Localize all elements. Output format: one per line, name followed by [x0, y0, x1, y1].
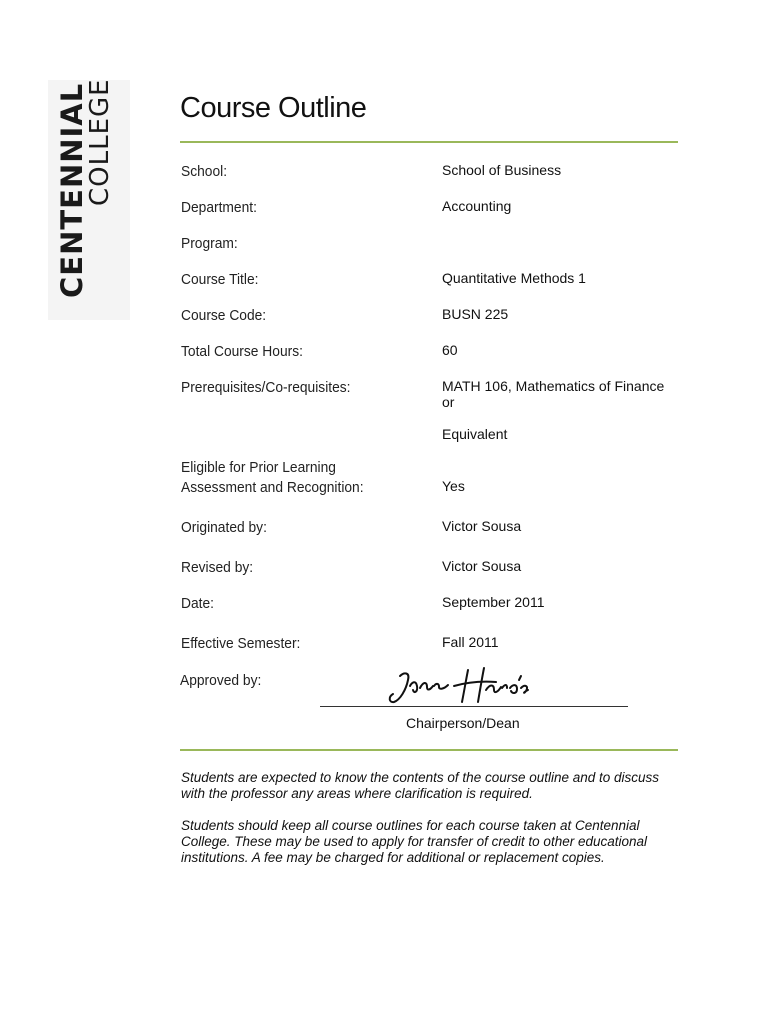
prerequisites-value-line3: Equivalent — [442, 426, 508, 442]
note-keep-outlines: Students should keep all course outlines for each course taken at Centennial College. These may be used to apply for transfer of credit to other educational institutions. A fee may be charged for additional or replacement copies. — [181, 818, 648, 865]
course-title-value: Quantitative Methods 1 — [442, 270, 586, 286]
originated-by-label: Originated by: — [181, 519, 267, 536]
handwritten-signature — [386, 664, 536, 712]
bottom-divider — [180, 749, 678, 751]
date-label: Date: — [181, 595, 214, 612]
logo-line-centennial: CENTENNIAL — [55, 82, 89, 298]
prerequisites-label: Prerequisites/Co-requisites: — [181, 379, 351, 396]
signature-caption: Chairperson/Dean — [406, 715, 520, 731]
revised-by-value: Victor Sousa — [442, 558, 522, 574]
revised-by-label: Revised by: — [181, 559, 254, 576]
course-code-label: Course Code: — [181, 307, 267, 324]
effective-semester-value: Fall 2011 — [442, 634, 499, 650]
course-title-label: Course Title: — [181, 271, 259, 288]
effective-semester-label: Effective Semester: — [181, 635, 301, 652]
school-label: School: — [181, 163, 228, 180]
plar-label-line2: Assessment and Recognition: — [181, 479, 364, 496]
top-divider — [180, 141, 678, 143]
department-value: Accounting — [442, 198, 512, 214]
course-code-value: BUSN 225 — [442, 306, 509, 322]
signature-line — [320, 706, 628, 707]
approved-by-label: Approved by: — [180, 672, 262, 689]
page-title: Course Outline — [180, 92, 367, 124]
logo-line-college: COLLEGE — [85, 78, 115, 206]
school-value: School of Business — [442, 162, 562, 178]
date-value: September 2011 — [442, 594, 545, 610]
department-label: Department: — [181, 199, 257, 216]
college-logo — [55, 78, 115, 298]
total-hours-label: Total Course Hours: — [181, 343, 303, 360]
note-know-contents: Students are expected to know the contents of the course outline and to discuss with the professor any areas where clarification is required. — [181, 770, 660, 801]
plar-value: Yes — [442, 478, 465, 494]
plar-label-line1: Eligible for Prior Learning — [181, 459, 336, 476]
program-label: Program: — [181, 235, 238, 252]
prerequisites-value-line2: or — [442, 394, 455, 410]
originated-by-value: Victor Sousa — [442, 518, 522, 534]
prerequisites-value-line1: MATH 106, Mathematics of Finance — [442, 378, 665, 394]
total-hours-value: 60 — [442, 342, 458, 358]
